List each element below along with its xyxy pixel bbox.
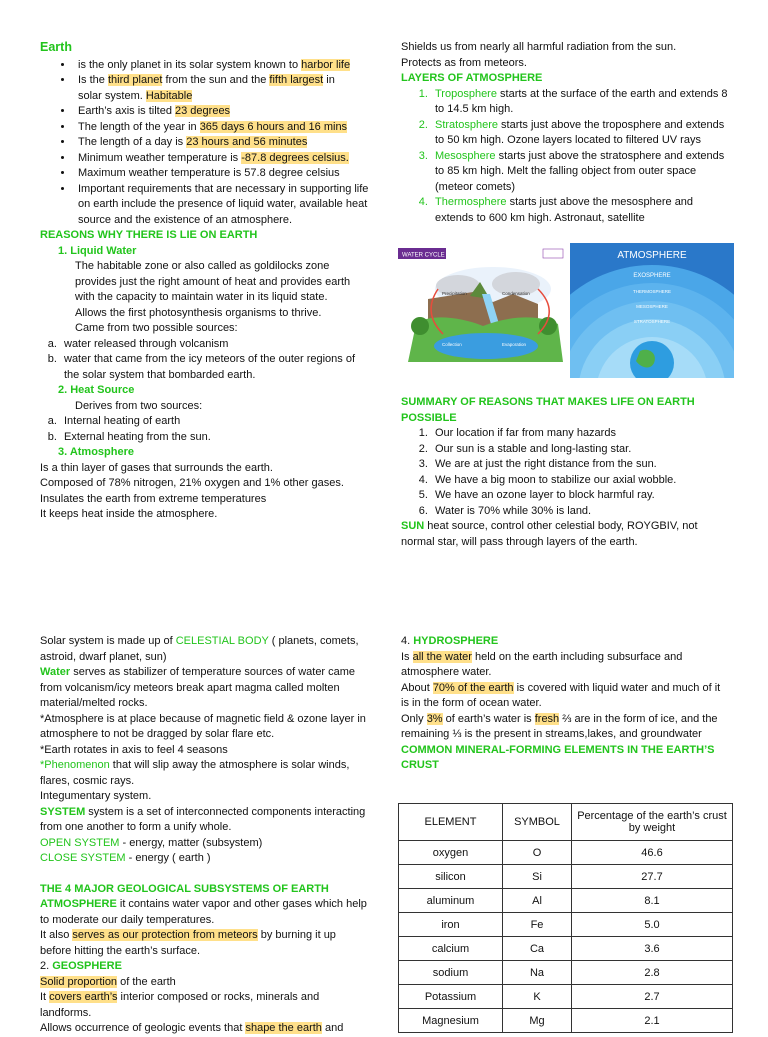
heat-sources-list	[26, 414, 370, 445]
page4-column	[401, 634, 731, 774]
mineral-heading: COMMON MINERAL-FORMING ELEMENTS IN THE EARTH’S CRUST	[401, 743, 715, 771]
liquid-water-text3: Came from two possible sources:	[75, 322, 238, 334]
table-cell: Si	[503, 865, 572, 889]
table-cell: Magnesium	[399, 1009, 503, 1033]
table-row	[399, 889, 733, 913]
earth-fact: • Maximum weather temperature is 57.8 degree celsius	[74, 166, 370, 182]
layers-list	[397, 87, 731, 227]
water-line: Water serves as stabilizer of temperature sources of water came from volcanism/icy meteors break apart magma called molten material/melted rocks.	[40, 666, 356, 709]
table-cell: Na	[503, 961, 572, 985]
earth-fact: • The length of the year in 365 days 6 hours and 16 mins	[74, 120, 370, 136]
rotation-note: *Earth rotates in axis to feel 4 seasons	[40, 743, 228, 756]
liquid-water-heading: 1. Liquid Water	[58, 244, 137, 257]
meteor-protection-line: It also serves as our protection from meteors by burning it up before hitting the earth’s surface.	[40, 929, 336, 957]
list-item: 4. We have a big moon to stabilize our axial wobble.	[431, 473, 731, 489]
open-system-line: OPEN SYSTEM - energy, matter (subsystem)	[40, 836, 263, 849]
heat-source-text: Derives from two sources:	[75, 399, 203, 412]
system-line: SYSTEM system is a set of interconnected components interacting from one another to form a unify whole.	[40, 805, 366, 833]
table-row	[399, 937, 733, 961]
liquid-water-text2: Allows the first photosynthesis organisms to thrive.	[75, 306, 322, 319]
precipitation-label: Precipitation	[442, 291, 467, 296]
water-sources-list	[26, 337, 370, 384]
list-item: 3. We are at just the right distance from the sun.	[431, 457, 731, 473]
layer-item: 3. Mesosphere starts just above the stratosphere and extends to 85 km high. Melt the falling object from outer space (meteor comets)	[431, 149, 731, 196]
layer-item: 4. Thermosphere starts just above the mesosphere and extends to 600 km high. Astronaut, satellite	[431, 195, 731, 226]
list-item: a. water released through volcanism	[60, 337, 370, 353]
table-cell: Al	[503, 889, 572, 913]
list-item: 6. Water is 70% while 30% is land.	[431, 504, 731, 520]
mineral-elements-table	[398, 803, 733, 1033]
table-cell: Potassium	[399, 985, 503, 1009]
table-row	[399, 841, 733, 865]
phenomenon-line: *Phenomenon that will slip away the atmosphere is solar winds, flares, cosmic rays.	[40, 759, 350, 787]
layer-item: 2. Stratosphere starts just above the troposphere and extends to 50 km high. Ozone layers located to filtered UV rays	[431, 118, 731, 149]
earth-fact: • Important requirements that are necessary in supporting life on earth include the presence of liquid water, available heat source and the existence of an atmosphere.	[74, 182, 370, 229]
earth-fact: • Earth’s axis is tilted 23 degrees	[74, 104, 370, 120]
table-cell: 8.1	[572, 889, 733, 913]
atmosphere-line: Insulates the earth from extreme temperatures	[40, 492, 267, 505]
table-cell: sodium	[399, 961, 503, 985]
solid-proportion-line: Solid proportion of the earth	[40, 975, 176, 988]
fresh-water-line: Only 3% of earth’s water is fresh ⅔ are in the form of ice, and the remaining ⅓ is the present in streams,lakes, and groundwater	[401, 712, 718, 740]
seventy-percent-line: About 70% of the earth is covered with liquid water and much of it is in the form of ocean water.	[401, 681, 721, 709]
table-cell: oxygen	[399, 841, 503, 865]
liquid-water-text: The habitable zone or also called as goldilocks zone provides just the right amount of heat and provides earth with the capacity to maintain water in its liquid state.	[75, 260, 351, 303]
atmosphere-heading: 3. Atmosphere	[58, 446, 135, 458]
mesosphere-label: MESOSPHERE	[636, 304, 668, 309]
earth-title: Earth	[40, 40, 72, 54]
table-cell: 5.0	[572, 913, 733, 937]
water-cycle-title: WATER CYCLE	[402, 252, 445, 259]
intro-line: Shields us from nearly all harmful radiation from the sun.	[401, 41, 677, 53]
earth-fact: • Minimum weather temperature is -87.8 degrees celsius.	[74, 151, 370, 167]
table-cell: O	[503, 841, 572, 865]
atmosphere-line: It keeps heat inside the atmosphere.	[40, 508, 218, 520]
integumentary-line: Integumentary system.	[40, 790, 152, 802]
list-item: a. Internal heating of earth	[60, 414, 370, 430]
table-cell: Fe	[503, 913, 572, 937]
hydrosphere-heading: 4. HYDROSPHERE	[401, 635, 499, 647]
table-cell: iron	[399, 913, 503, 937]
solar-system-line: Solar system is made up of CELESTIAL BODY ( planets, comets, astroid, dwarf planet, sun)	[40, 635, 359, 663]
water-cycle-illustration	[398, 244, 568, 376]
interior-line: It covers earth’s interior composed or rocks, minerals and landforms.	[40, 991, 320, 1019]
thermosphere-label: THERMOSPHERE	[632, 289, 672, 294]
stratosphere-label: STRATOSPHERE	[633, 319, 671, 324]
table-cell: 2.7	[572, 985, 733, 1009]
water-cycle-figure	[398, 244, 568, 376]
earth-fact: • The length of a day is 23 hours and 56 minutes	[74, 135, 370, 151]
table-row	[399, 1009, 733, 1033]
atmosphere-line: Is a thin layer of gases that surrounds the earth.	[40, 461, 273, 474]
summary-heading: SUMMARY OF REASONS THAT MAKES LIFE ON EARTH POSSIBLE	[401, 396, 695, 424]
table-row	[399, 865, 733, 889]
atmosphere-line: Composed of 78% nitrogen, 21% oxygen and 1% other gases.	[40, 477, 344, 489]
table-cell: 3.6	[572, 937, 733, 961]
atmosphere-figure	[570, 243, 734, 378]
atmosphere-illustration	[570, 243, 734, 378]
evaporation-label: Evaporation	[502, 342, 527, 347]
intro-line: Protects as from meteors.	[401, 56, 527, 69]
layer-item: 1. Troposphere starts at the surface of the earth and extends 8 to 14.5 km high.	[431, 87, 731, 118]
page3-column	[40, 634, 370, 1037]
summary-list	[397, 426, 731, 519]
table-cell: Ca	[503, 937, 572, 961]
exosphere-label: EXOSPHERE	[633, 273, 671, 279]
list-item: b. water that came from the icy meteors of the outer regions of the solar system that bombarded earth.	[60, 352, 370, 383]
earth-fact: • is the only planet in its solar system known to harbor life	[74, 58, 370, 74]
geo-heading: THE 4 MAJOR GEOLOGICAL SUBSYSTEMS OF EARTH	[40, 882, 329, 895]
condensation-label: Condensation	[502, 291, 530, 296]
table-cell: calcium	[399, 937, 503, 961]
table-cell: silicon	[399, 865, 503, 889]
layers-heading: LAYERS OF ATMOSPHERE	[401, 72, 543, 84]
table-cell: 27.7	[572, 865, 733, 889]
table-header-cell: SYMBOL	[503, 804, 572, 841]
sun-line: SUN heat source, control other celestial body, ROYGBIV, not normal star, will pass through layers of the earth.	[401, 520, 698, 548]
table-header-row	[399, 804, 733, 841]
page2-summary	[401, 395, 731, 550]
table-header-cell: ELEMENT	[399, 804, 503, 841]
table-row	[399, 961, 733, 985]
table-header-cell: Percentage of the earth’s crust by weight	[572, 804, 733, 841]
list-item: b. External heating from the sun.	[60, 430, 370, 446]
table-row	[399, 985, 733, 1009]
geosphere-heading: 2. GEOSPHERE	[40, 960, 122, 972]
reasons-heading: REASONS WHY THERE IS LIE ON EARTH	[40, 229, 258, 241]
table-row	[399, 913, 733, 937]
table-cell: 46.6	[572, 841, 733, 865]
table-cell: K	[503, 985, 572, 1009]
list-item: 2. Our sun is a stable and long-lasting star.	[431, 442, 731, 458]
list-item: 5. We have an ozone layer to block harmful ray.	[431, 488, 731, 504]
close-system-line: CLOSE SYSTEM - energy ( earth )	[40, 852, 211, 864]
earth-facts-list	[40, 58, 370, 229]
list-item: 1. Our location if far from many hazards	[431, 426, 731, 442]
table-cell: 2.8	[572, 961, 733, 985]
page2-column	[401, 40, 731, 226]
atmosphere-note: *Atmosphere is at place because of magnetic field & ozone layer in atmosphere to not be dragged by solar flare etc.	[40, 712, 366, 740]
table-cell: Mg	[503, 1009, 572, 1033]
atmosphere-figure-title: ATMOSPHERE	[617, 250, 687, 261]
heat-source-heading: 2. Heat Source	[58, 384, 135, 396]
table-cell: aluminum	[399, 889, 503, 913]
table-cell: 2.1	[572, 1009, 733, 1033]
earth-fact: • Is the third planet from the sun and the fifth largest in solar system. Habitable	[74, 73, 370, 104]
geologic-events-line: Allows occurrence of geologic events that shape the earth and	[40, 1022, 344, 1034]
page1-column	[40, 40, 370, 523]
atmosphere-subsystem-line: ATMOSPHERE it contains water vapor and other gases which help to moderate our daily temperatures.	[40, 898, 367, 926]
collection-label: Collection	[442, 342, 462, 347]
all-water-line: Is all the water held on the earth including subsurface and atmosphere water.	[401, 650, 683, 678]
